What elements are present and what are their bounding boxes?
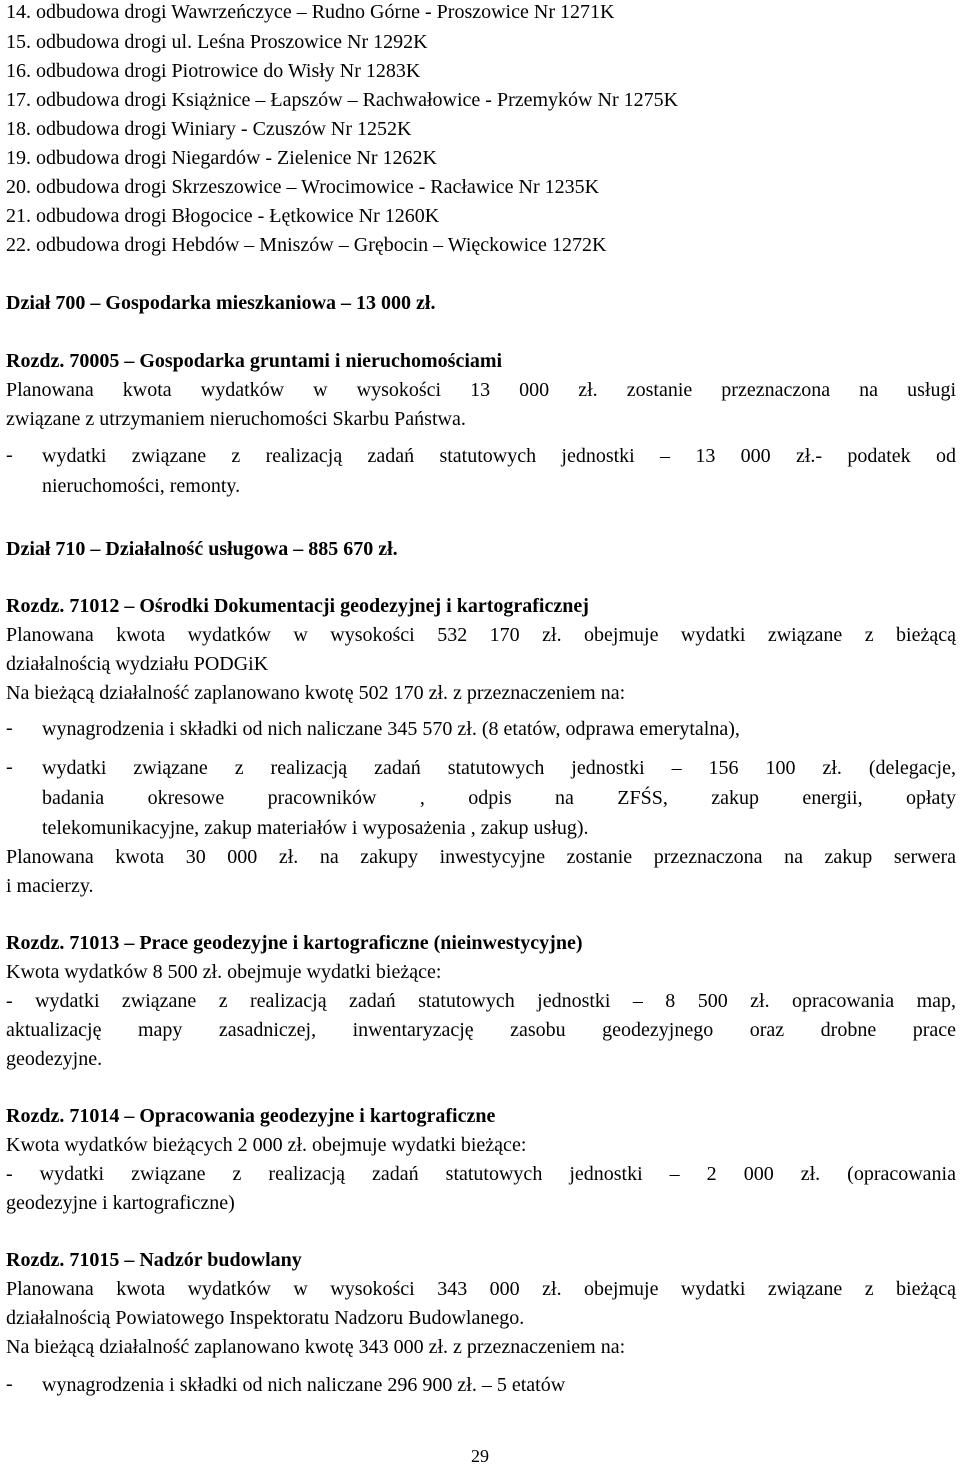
road-item: 17. odbudowa drogi Książnice – Łapszów – Rachwałowice - Przemyków Nr 1275K: [6, 89, 679, 111]
paragraph-line: geodezyjne i kartograficzne): [6, 1192, 235, 1214]
bullet-dash: -: [6, 444, 13, 466]
bullet-line: nieruchomości, remonty.: [42, 475, 241, 497]
road-item: 21. odbudowa drogi Błogocice - Łętkowice Nr 1260K: [6, 205, 440, 227]
subsection-title: Rozdz. 71013 – Prace geodezyjne i kartograficzne (nieinwestycyjne): [6, 932, 583, 954]
paragraph-line: - wydatki związane z realizacją zadań statutowych jednostki – 8 500 zł. opracowania map,: [6, 990, 956, 1012]
paragraph-line: Planowana kwota wydatków w wysokości 532 170 zł. obejmuje wydatki związane z bieżącą: [6, 624, 956, 646]
road-item: 20. odbudowa drogi Skrzeszowice – Wrocimowice - Racławice Nr 1235K: [6, 176, 600, 198]
road-item: 19. odbudowa drogi Niegardów - Zielenice Nr 1262K: [6, 147, 437, 169]
paragraph-line: Na bieżącą działalność zaplanowano kwotę 343 000 zł. z przeznaczeniem na:: [6, 1336, 626, 1358]
paragraph-line: Kwota wydatków bieżących 2 000 zł. obejmuje wydatki bieżące:: [6, 1134, 527, 1156]
paragraph-line: Planowana kwota 30 000 zł. na zakupy inwestycyjne zostanie przeznaczona na zakup serwera: [6, 846, 956, 868]
paragraph-line: - wydatki związane z realizacją zadań statutowych jednostki – 2 000 zł. (opracowania: [6, 1163, 956, 1185]
paragraph-line: związane z utrzymaniem nieruchomości Skarbu Państwa.: [6, 408, 466, 430]
bullet-line: wydatki związane z realizacją zadań statutowych jednostki – 156 100 zł. (delegacje,: [42, 757, 956, 779]
bullet-line: wynagrodzenia i składki od nich naliczane 345 570 zł. (8 etatów, odprawa emerytalna),: [42, 718, 740, 740]
paragraph-line: Kwota wydatków 8 500 zł. obejmuje wydatki bieżące:: [6, 961, 442, 983]
bullet-dash: -: [6, 756, 13, 778]
subsection-title: Rozdz. 71014 – Opracowania geodezyjne i kartograficzne: [6, 1105, 496, 1127]
subsection-title: Rozdz. 70005 – Gospodarka gruntami i nieruchomościami: [6, 350, 503, 372]
bullet-line: wydatki związane z realizacją zadań statutowych jednostki – 13 000 zł.- podatek od: [42, 445, 956, 467]
bullet-line: wynagrodzenia i składki od nich naliczane 296 900 zł. – 5 etatów: [42, 1374, 566, 1396]
road-item: 14. odbudowa drogi Wawrzeńczyce – Rudno Górne - Proszowice Nr 1271K: [6, 1, 615, 23]
road-item: 18. odbudowa drogi Winiary - Czuszów Nr 1252K: [6, 118, 412, 140]
bullet-dash: -: [6, 1373, 13, 1395]
paragraph-line: aktualizację mapy zasadniczej, inwentaryzację zasobu geodezyjnego oraz drobne prace: [6, 1019, 956, 1041]
paragraph-line: i macierzy.: [6, 875, 94, 897]
paragraph-line: Planowana kwota wydatków w wysokości 343 000 zł. obejmuje wydatki związane z bieżącą: [6, 1278, 956, 1300]
section-heading: Dział 700 – Gospodarka mieszkaniowa – 13 000 zł.: [6, 292, 436, 314]
paragraph-line: Planowana kwota wydatków w wysokości 13 000 zł. zostanie przeznaczona na usługi: [6, 379, 956, 401]
paragraph-line: działalnością Powiatowego Inspektoratu Nadzoru Budowlanego.: [6, 1307, 525, 1329]
paragraph-line: Na bieżącą działalność zaplanowano kwotę 502 170 zł. z przeznaczeniem na:: [6, 682, 626, 704]
paragraph-line: działalnością wydziału PODGiK: [6, 653, 269, 675]
bullet-line: telekomunikacyjne, zakup materiałów i wyposażenia , zakup usług).: [42, 817, 589, 839]
paragraph-line: geodezyjne.: [6, 1048, 103, 1070]
road-item: 15. odbudowa drogi ul. Leśna Proszowice Nr 1292K: [6, 31, 428, 53]
section-heading: Dział 710 – Działalność usługowa – 885 670 zł.: [6, 538, 398, 560]
road-item: 16. odbudowa drogi Piotrowice do Wisły Nr 1283K: [6, 60, 421, 82]
bullet-line: badania okresowe pracowników , odpis na ZFŚS, zakup energii, opłaty: [42, 787, 956, 809]
subsection-title: Rozdz. 71015 – Nadzór budowlany: [6, 1249, 302, 1271]
subsection-title: Rozdz. 71012 – Ośrodki Dokumentacji geodezyjnej i kartograficznej: [6, 595, 589, 617]
bullet-dash: -: [6, 717, 13, 739]
page-number: 29: [471, 1446, 489, 1466]
road-item: 22. odbudowa drogi Hebdów – Mniszów – Grębocin – Więckowice 1272K: [6, 234, 607, 256]
